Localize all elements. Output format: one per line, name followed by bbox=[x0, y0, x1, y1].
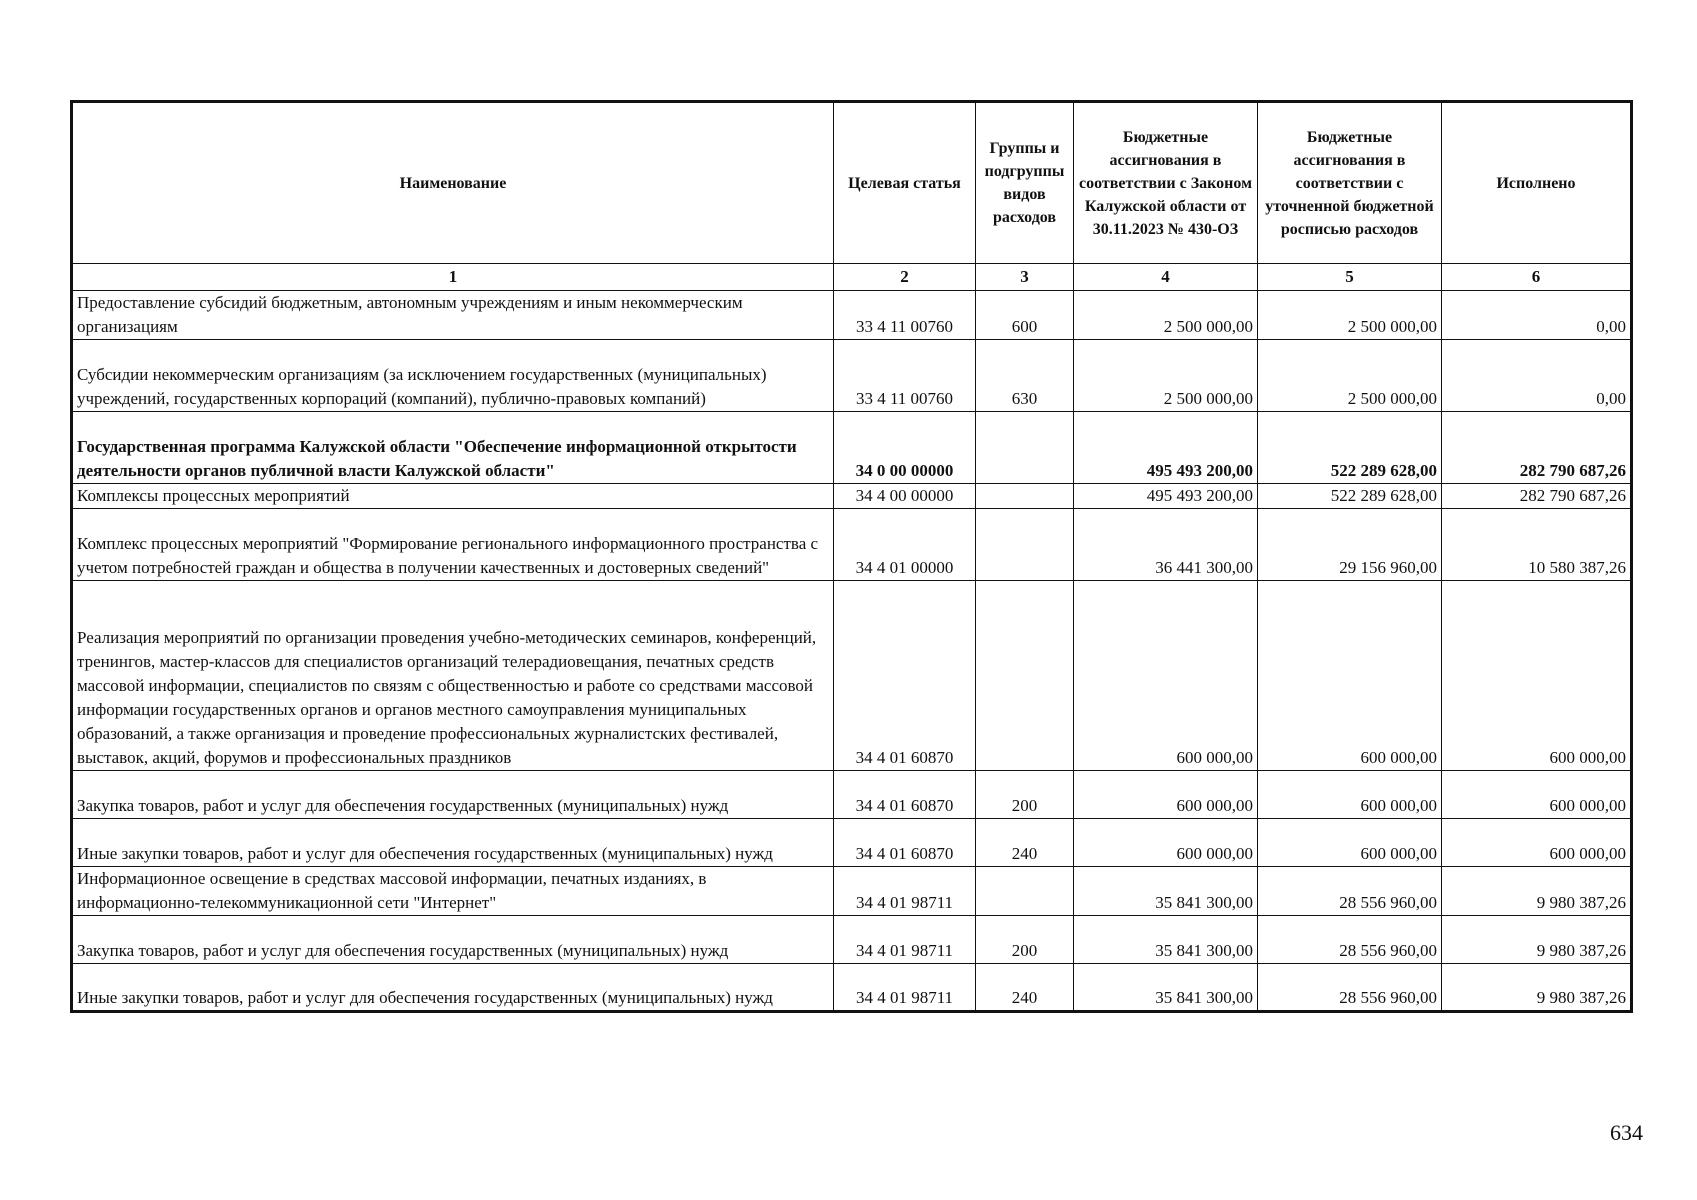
header-law-allocation: Бюджетные ассигнования в соответствии с Законом Калужской области от 30.11.2023 № 430-ОЗ bbox=[1074, 102, 1258, 264]
table-row bbox=[72, 340, 1632, 412]
table-row bbox=[72, 412, 1632, 484]
row-executed-cell: 600 000,00 bbox=[1442, 819, 1632, 867]
row-law-allocation-cell: 495 493 200,00 bbox=[1074, 412, 1258, 484]
row-expense-group-cell bbox=[976, 867, 1074, 916]
row-law-allocation-cell: 2 500 000,00 bbox=[1074, 340, 1258, 412]
row-refined-allocation-cell: 600 000,00 bbox=[1258, 819, 1442, 867]
row-executed-cell: 282 790 687,26 bbox=[1442, 484, 1632, 509]
table-row bbox=[72, 484, 1632, 509]
header-executed: Исполнено bbox=[1442, 102, 1632, 264]
row-target-article-cell: 34 0 00 00000 bbox=[834, 412, 976, 484]
row-law-allocation-cell: 495 493 200,00 bbox=[1074, 484, 1258, 509]
row-expense-group-cell bbox=[976, 484, 1074, 509]
table-row bbox=[72, 509, 1632, 581]
row-law-allocation-cell: 35 841 300,00 bbox=[1074, 916, 1258, 964]
row-executed-cell: 282 790 687,26 bbox=[1442, 412, 1632, 484]
header-name: Наименование bbox=[72, 102, 834, 264]
row-law-allocation-cell: 600 000,00 bbox=[1074, 581, 1258, 771]
row-law-allocation-cell: 36 441 300,00 bbox=[1074, 509, 1258, 581]
column-number: 1 bbox=[72, 264, 834, 291]
row-executed-cell: 10 580 387,26 bbox=[1442, 509, 1632, 581]
row-target-article-cell: 34 4 01 60870 bbox=[834, 771, 976, 819]
table-body bbox=[72, 291, 1632, 1012]
page-number: 634 bbox=[1610, 1120, 1643, 1145]
row-target-article-cell: 34 4 00 00000 bbox=[834, 484, 976, 509]
row-law-allocation-cell: 2 500 000,00 bbox=[1074, 291, 1258, 340]
row-refined-allocation-cell: 600 000,00 bbox=[1258, 581, 1442, 771]
table-row bbox=[72, 581, 1632, 771]
row-expense-group-cell: 600 bbox=[976, 291, 1074, 340]
row-law-allocation-cell: 35 841 300,00 bbox=[1074, 964, 1258, 1012]
row-refined-allocation-cell: 600 000,00 bbox=[1258, 771, 1442, 819]
row-name-cell: Иные закупки товаров, работ и услуг для обеспечения государственных (муниципальных) нужд bbox=[72, 819, 834, 867]
column-number: 4 bbox=[1074, 264, 1258, 291]
row-name-cell: Комплекс процессных мероприятий "Формирование регионального информационного пространства с учетом потребностей граждан и общества в получении качественных и достоверных сведений" bbox=[72, 509, 834, 581]
row-refined-allocation-cell: 522 289 628,00 bbox=[1258, 412, 1442, 484]
row-expense-group-cell: 200 bbox=[976, 771, 1074, 819]
column-number: 5 bbox=[1258, 264, 1442, 291]
row-name-cell: Комплексы процессных мероприятий bbox=[72, 484, 834, 509]
table-row bbox=[72, 916, 1632, 964]
row-target-article-cell: 34 4 01 98711 bbox=[834, 916, 976, 964]
row-expense-group-cell bbox=[976, 412, 1074, 484]
row-expense-group-cell: 240 bbox=[976, 819, 1074, 867]
row-expense-group-cell bbox=[976, 509, 1074, 581]
row-law-allocation-cell: 35 841 300,00 bbox=[1074, 867, 1258, 916]
row-law-allocation-cell: 600 000,00 bbox=[1074, 819, 1258, 867]
column-number: 3 bbox=[976, 264, 1074, 291]
row-executed-cell: 600 000,00 bbox=[1442, 581, 1632, 771]
row-refined-allocation-cell: 29 156 960,00 bbox=[1258, 509, 1442, 581]
row-name-cell: Закупка товаров, работ и услуг для обеспечения государственных (муниципальных) нужд bbox=[72, 771, 834, 819]
row-target-article-cell: 34 4 01 60870 bbox=[834, 819, 976, 867]
table-row bbox=[72, 819, 1632, 867]
row-refined-allocation-cell: 28 556 960,00 bbox=[1258, 916, 1442, 964]
row-refined-allocation-cell: 522 289 628,00 bbox=[1258, 484, 1442, 509]
row-executed-cell: 0,00 bbox=[1442, 291, 1632, 340]
row-refined-allocation-cell: 2 500 000,00 bbox=[1258, 340, 1442, 412]
row-refined-allocation-cell: 2 500 000,00 bbox=[1258, 291, 1442, 340]
row-refined-allocation-cell: 28 556 960,00 bbox=[1258, 867, 1442, 916]
row-executed-cell: 9 980 387,26 bbox=[1442, 964, 1632, 1012]
header-expense-group: Группы и подгруппы видов расходов bbox=[976, 102, 1074, 264]
row-target-article-cell: 34 4 01 60870 bbox=[834, 581, 976, 771]
header-row bbox=[72, 102, 1632, 264]
row-executed-cell: 0,00 bbox=[1442, 340, 1632, 412]
row-expense-group-cell: 200 bbox=[976, 916, 1074, 964]
table-row bbox=[72, 964, 1632, 1012]
column-number: 2 bbox=[834, 264, 976, 291]
column-number-row bbox=[72, 264, 1632, 291]
column-number: 6 bbox=[1442, 264, 1632, 291]
row-target-article-cell: 34 4 01 98711 bbox=[834, 964, 976, 1012]
row-expense-group-cell bbox=[976, 581, 1074, 771]
row-refined-allocation-cell: 28 556 960,00 bbox=[1258, 964, 1442, 1012]
row-name-cell: Закупка товаров, работ и услуг для обеспечения государственных (муниципальных) нужд bbox=[72, 916, 834, 964]
row-name-cell: Государственная программа Калужской области "Обеспечение информационной открытости деятельности органов публичной власти Калужской области" bbox=[72, 412, 834, 484]
row-executed-cell: 600 000,00 bbox=[1442, 771, 1632, 819]
row-law-allocation-cell: 600 000,00 bbox=[1074, 771, 1258, 819]
header-refined-allocation: Бюджетные ассигнования в соответствии с уточненной бюджетной росписью расходов bbox=[1258, 102, 1442, 264]
row-target-article-cell: 33 4 11 00760 bbox=[834, 340, 976, 412]
row-executed-cell: 9 980 387,26 bbox=[1442, 867, 1632, 916]
row-expense-group-cell: 240 bbox=[976, 964, 1074, 1012]
row-executed-cell: 9 980 387,26 bbox=[1442, 916, 1632, 964]
row-target-article-cell: 33 4 11 00760 bbox=[834, 291, 976, 340]
row-expense-group-cell: 630 bbox=[976, 340, 1074, 412]
table-row bbox=[72, 867, 1632, 916]
row-target-article-cell: 34 4 01 00000 bbox=[834, 509, 976, 581]
row-name-cell: Иные закупки товаров, работ и услуг для обеспечения государственных (муниципальных) нужд bbox=[72, 964, 834, 1012]
header-target-article: Целевая статья bbox=[834, 102, 976, 264]
row-name-cell: Предоставление субсидий бюджетным, автономным учреждениям и иным некоммерческим организациям bbox=[72, 291, 834, 340]
table-row bbox=[72, 771, 1632, 819]
budget-table bbox=[70, 100, 1633, 1013]
row-target-article-cell: 34 4 01 98711 bbox=[834, 867, 976, 916]
row-name-cell: Субсидии некоммерческим организациям (за исключением государственных (муниципальных) учреждений, государственных корпораций (компаний), публично-правовых компаний) bbox=[72, 340, 834, 412]
table-row bbox=[72, 291, 1632, 340]
row-name-cell: Реализация мероприятий по организации проведения учебно-методических семинаров, конференций, тренингов, мастер-классов для специалистов организаций телерадиовещания, печатных средств массовой информации, специалистов по связям с общественностью и работе со средствами массовой информации государственных органов и органов местного самоуправления муниципальных образований, а также организация и проведение профессиональных журналистских фестивалей, выставок, акций, форумов и профессиональных праздников bbox=[72, 581, 834, 771]
row-name-cell: Информационное освещение в средствах массовой информации, печатных изданиях, в информационно-телекоммуникационной сети "Интернет" bbox=[72, 867, 834, 916]
